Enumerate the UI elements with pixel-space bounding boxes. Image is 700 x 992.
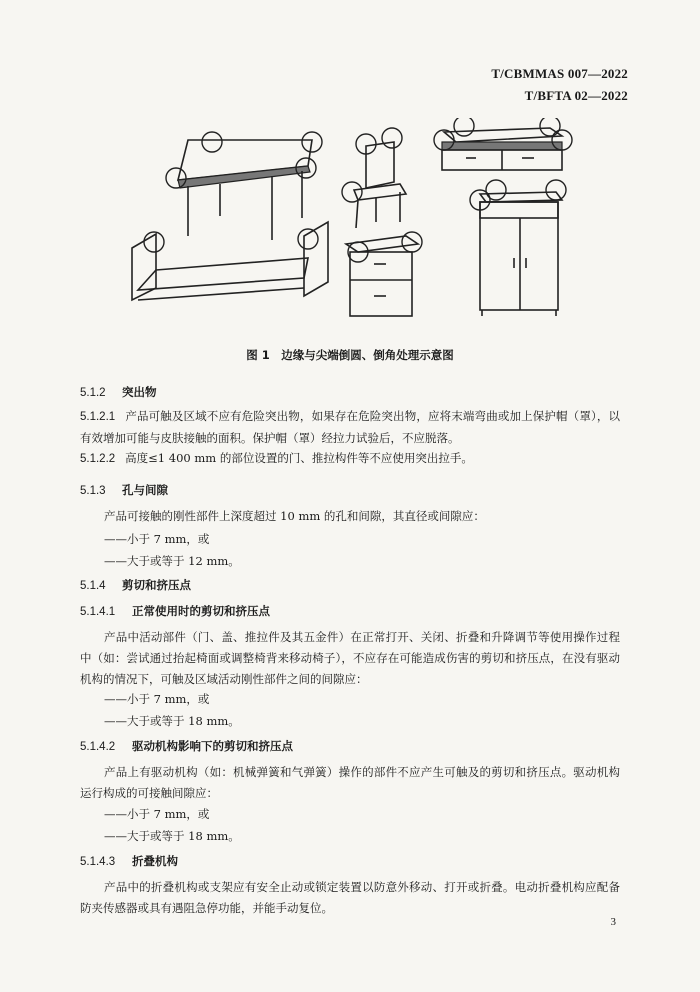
list-item: ——大于或等于 18 mm。 bbox=[104, 829, 240, 843]
wardrobe-drawing bbox=[470, 180, 566, 316]
list-item: ——大于或等于 18 mm。 bbox=[104, 714, 240, 728]
bed-drawing bbox=[132, 222, 328, 300]
standard-code-1: T/CBMMAS 007—2022 bbox=[491, 66, 628, 81]
heading-number: 5.1.3 bbox=[80, 485, 106, 497]
heading-5-1-2 bbox=[80, 384, 157, 400]
heading-title: 孔与间隙 bbox=[122, 483, 168, 497]
heading-title: 正常使用时的剪切和挤压点 bbox=[132, 604, 270, 618]
heading-5-1-3 bbox=[80, 482, 168, 498]
list-item: ——大于或等于 12 mm。 bbox=[104, 554, 240, 568]
clause-5-1-2-1 bbox=[80, 406, 620, 449]
clause-5-1-2-2 bbox=[80, 448, 620, 470]
clause-text: 高度≤1 400 mm 的部位设置的门、推拉构件等不应使用突出拉手。 bbox=[125, 451, 473, 465]
heading-title: 驱动机构影响下的剪切和挤压点 bbox=[132, 739, 293, 753]
paragraph-shear-driven: 产品上有驱动机构（如：机械弹簧和气弹簧）操作的部件不应产生可触及的剪切和挤压点。驱动机构运行构成的可接触间隙应： bbox=[80, 765, 620, 800]
heading-5-1-4-2 bbox=[80, 738, 293, 754]
paragraph-folding: 产品中的折叠机构或支架应有安全止动或锁定装置以防意外移动、打开或折叠。电动折叠机构应配备防夹传感器或具有遇阻急停功能，并能手动复位。 bbox=[80, 880, 620, 915]
heading-title: 突出物 bbox=[122, 385, 157, 399]
heading-5-1-4 bbox=[80, 577, 191, 593]
clause-number: 5.1.2.2 bbox=[80, 453, 116, 465]
standard-code-2: T/BFTA 02—2022 bbox=[524, 88, 628, 103]
paragraph-shear-normal: 产品中活动部件（门、盖、推拉件及其五金件）在正常打开、关闭、折叠和升降调节等使用操作过程中（如：尝试通过抬起椅面或调整椅背来移动椅子），不应存在可能造成伤害的剪切和挤压点，在没有驱动机构的情况下，可触及区域活动刚性部件之间的间隙应： bbox=[80, 630, 620, 686]
tv-cabinet-drawing bbox=[434, 118, 572, 170]
list-item: ——小于 7 mm，或 bbox=[104, 532, 210, 546]
clause-number: 5.1.2.1 bbox=[80, 411, 116, 423]
list-item: ——小于 7 mm，或 bbox=[104, 807, 210, 821]
heading-number: 5.1.2 bbox=[80, 387, 106, 399]
nightstand-drawing bbox=[346, 232, 422, 316]
page-number: 3 bbox=[610, 916, 616, 928]
heading-number: 5.1.4.2 bbox=[80, 741, 116, 753]
chair-drawing bbox=[342, 128, 406, 228]
paragraph-holes-intro: 产品可接触的刚性部件上深度超过 10 mm 的孔和间隙，其直径或间隙应： bbox=[104, 509, 485, 523]
heading-number: 5.1.4.1 bbox=[80, 606, 116, 618]
heading-5-1-4-1 bbox=[80, 603, 270, 619]
table-drawing bbox=[166, 132, 322, 240]
furniture-illustration bbox=[110, 118, 590, 333]
list-item: ——小于 7 mm，或 bbox=[104, 692, 210, 706]
clause-text: 产品可触及区域不应有危险突出物，如果存在危险突出物，应将末端弯曲或加上保护帽（罩），以有效增加可能与皮肤接触的面积。保护帽（罩）经拉力试验后，不应脱落。 bbox=[80, 409, 620, 445]
heading-number: 5.1.4 bbox=[80, 580, 106, 592]
heading-number: 5.1.4.3 bbox=[80, 856, 116, 868]
heading-title: 折叠机构 bbox=[132, 854, 178, 868]
figure-caption: 图 1 边缘与尖端倒圆、倒角处理示意图 bbox=[246, 348, 454, 362]
heading-5-1-4-3 bbox=[80, 853, 178, 869]
heading-title: 剪切和挤压点 bbox=[122, 578, 191, 592]
